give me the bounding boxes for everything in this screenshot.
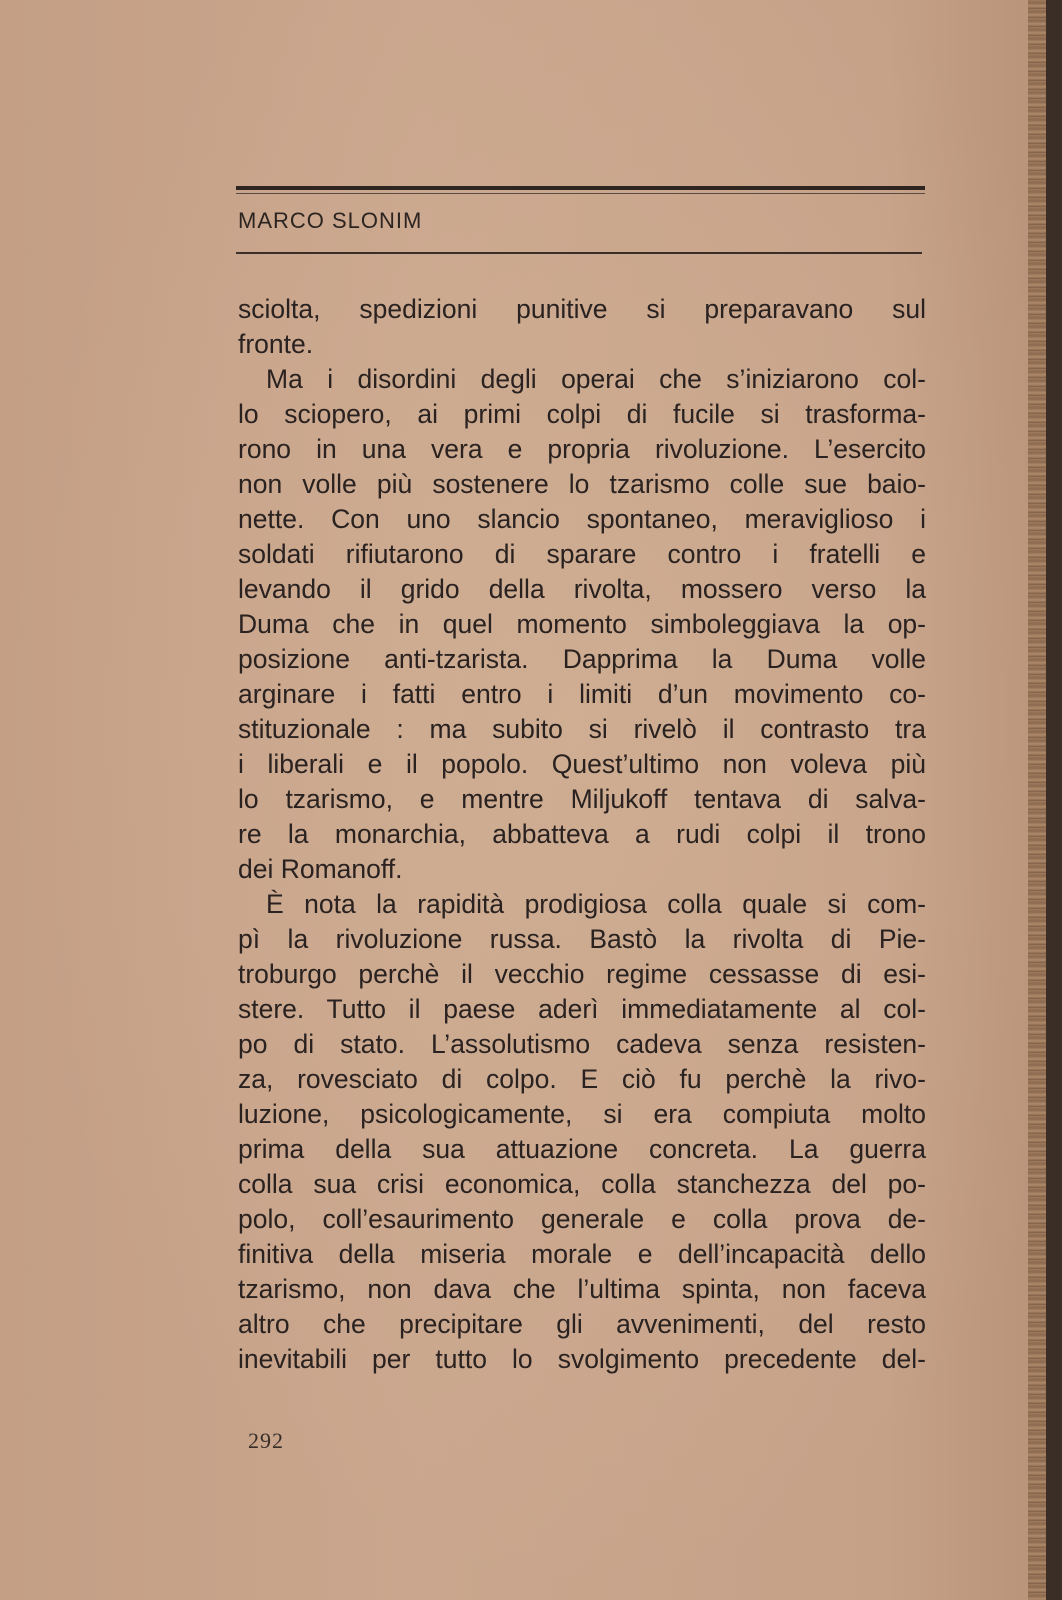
scan-background [1046, 0, 1062, 1600]
text-line: levando il grido della rivolta, mossero verso la [238, 574, 926, 604]
text-line: altro che precipitare gli avvenimenti, del resto [238, 1309, 926, 1339]
text-line: re la monarchia, abbatteva a rudi colpi il trono [238, 819, 926, 849]
text-line: po di stato. L’assolutismo cadeva senza resisten- [238, 1029, 926, 1059]
body-text [238, 292, 926, 1377]
text-line: troburgo perchè il vecchio regime cessasse di esi- [238, 959, 926, 989]
text-line: È nota la rapidità prodigiosa colla quale si com- [266, 889, 926, 919]
text-line: nette. Con uno slancio spontaneo, meraviglioso i [238, 504, 926, 534]
page-edge [1028, 0, 1046, 1600]
text-line: posizione anti-tzarista. Dapprima la Duma volle [238, 644, 926, 674]
text-line: finitiva della miseria morale e dell’incapacità dello [238, 1239, 926, 1269]
page-number: 292 [248, 1428, 284, 1453]
header-rule-bottom [236, 252, 922, 254]
text-line: rono in una vera e propria rivoluzione. L’esercito [238, 434, 926, 464]
text-line: pì la rivoluzione russa. Bastò la rivolta di Pie- [238, 924, 926, 954]
text-line: stituzionale : ma subito si rivelò il contrasto tra [238, 714, 926, 744]
text-line: i liberali e il popolo. Quest’ultimo non voleva più [238, 749, 926, 779]
text-line: non volle più sostenere lo tzarismo colle sue baio- [238, 469, 926, 499]
text-line: colla sua crisi economica, colla stanchezza del po- [238, 1169, 926, 1199]
text-line: lo sciopero, ai primi colpi di fucile si trasforma- [238, 399, 926, 429]
text-line: arginare i fatti entro i limiti d’un movimento co- [238, 679, 926, 709]
text-line: dei Romanoff. [238, 854, 403, 884]
text-line: sciolta, spedizioni punitive si preparavano sul [238, 294, 926, 324]
text-line: polo, coll’esaurimento generale e colla prova de- [238, 1204, 926, 1234]
text-line: Ma i disordini degli operai che s’iniziarono col- [266, 364, 926, 394]
text-line: lo tzarismo, e mentre Miljukoff tentava di salva- [238, 784, 926, 814]
text-line: Duma che in quel momento simboleggiava la op- [238, 609, 926, 639]
text-line: stere. Tutto il paese aderì immediatamente al col- [238, 994, 926, 1024]
text-line: luzione, psicologicamente, si era compiuta molto [238, 1099, 926, 1129]
text-line: fronte. [238, 329, 314, 359]
text-line: tzarismo, non dava che l’ultima spinta, non faceva [238, 1274, 926, 1304]
running-head: MARCO SLONIM [238, 208, 423, 233]
header-rule-top [236, 186, 925, 190]
text-line: soldati rifiutarono di sparare contro i fratelli e [238, 539, 926, 569]
header-rule-top-thin [236, 193, 925, 194]
text-line: za, rovesciato di colpo. E ciò fu perchè la rivo- [238, 1064, 926, 1094]
text-line: inevitabili per tutto lo svolgimento precedente del- [238, 1344, 926, 1374]
text-line: prima della sua attuazione concreta. La guerra [238, 1134, 926, 1164]
